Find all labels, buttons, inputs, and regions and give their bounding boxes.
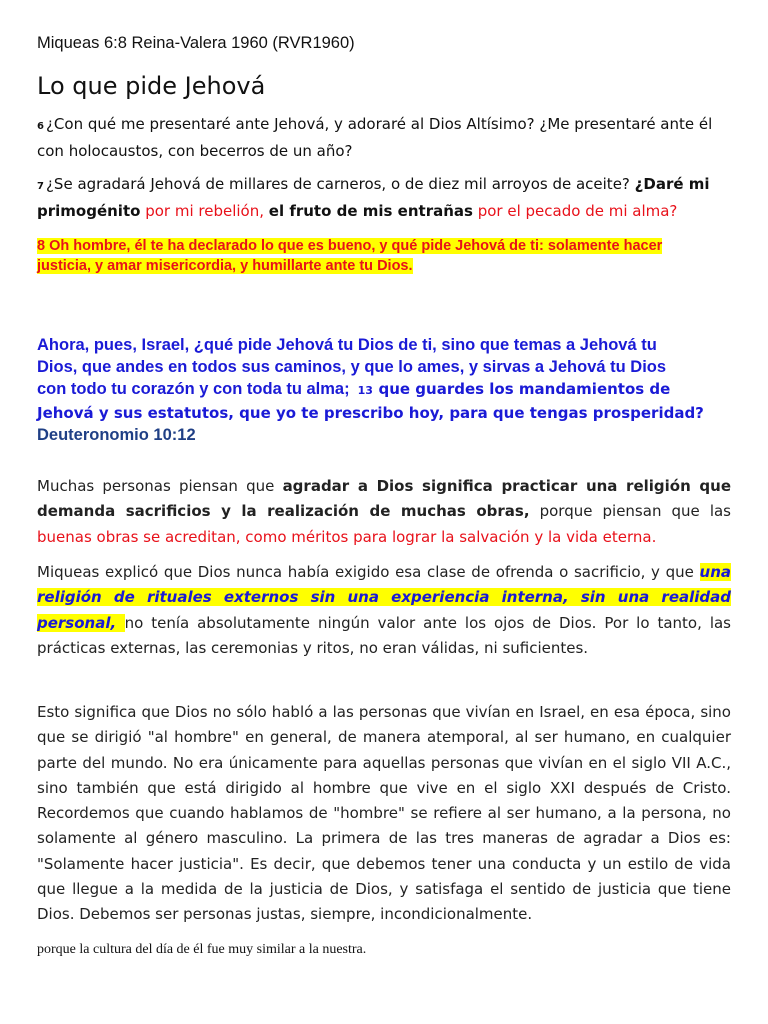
paragraph-bold-text: agradar a Dios significa practicar una religión que demanda sacrificios y la realización de muchas obras, xyxy=(37,477,732,521)
quote-reference: Deuteronomio 10:12 xyxy=(37,426,196,444)
highlight-line: justicia, y amar misericordia, y humillarte ante tu Dios. xyxy=(37,258,413,274)
quote-line: Dios, que andes en todos sus caminos, y que lo ames, y sirvas a Jehová tu Dios xyxy=(37,358,667,376)
verse-bold-text: el fruto de mis entrañas xyxy=(268,202,473,220)
verse-red-text: por el pecado de mi alma? xyxy=(477,202,678,220)
verse-bold-text: ¿Daré mi primogénito xyxy=(37,175,710,220)
quote-line: Jehová y sus estatutos, que yo te prescribo hoy, para que tengas prosperidad? xyxy=(37,404,704,422)
verse-text: ¿Con qué me presentaré ante Jehová, y adoraré al Dios Altísimo? ¿Me presentaré ante él con holocaustos, con becerros de un año? xyxy=(37,115,713,160)
highlight-line: 8 Oh hombre, él te ha declarado lo que es bueno, y qué pide Jehová de ti: solamente hacer xyxy=(37,238,663,254)
paragraph-red-text: buenas obras se acreditan, como méritos para lograr la salvación y la vida eterna. xyxy=(37,527,657,546)
verse-6 xyxy=(37,112,731,164)
paragraph-text: no tenía absolutamente ningún valor ante los ojos de Dios. Por lo tanto, las prácticas externas, las ceremonias y ritos, no eran válidas, ni suficientes. xyxy=(37,613,731,657)
verse-number: 7 xyxy=(37,181,44,192)
verse-8-highlighted xyxy=(37,236,731,276)
verse-text: ¿Se agradará Jehová de millares de carneros, o de diez mil arroyos de aceite? xyxy=(45,175,630,193)
paragraph-highlight-text: una religión de rituales externos sin una experiencia interna, sin una realidad personal, xyxy=(37,563,731,632)
quote-line: Ahora, pues, Israel, ¿qué pide Jehová tu Dios de ti, sino que temas a Jehová tu xyxy=(37,336,657,354)
paragraph-2 xyxy=(37,560,731,661)
section-heading: Lo que pide Jehová xyxy=(37,72,266,100)
verse-number: 6 xyxy=(37,121,44,132)
verse-number: 13 xyxy=(357,384,373,397)
paragraph-text: Muchas personas piensan que xyxy=(37,477,283,495)
closing-line: porque la cultura del día de él fue muy similar a la nuestra. xyxy=(37,942,367,957)
passage-reference: Miqueas 6:8 Reina-Valera 1960 (RVR1960) xyxy=(37,34,355,52)
verse-red-text: por mi rebelión, xyxy=(145,202,264,220)
paragraph-text: Miqueas explicó que Dios nunca había exigido esa clase de ofrenda o sacrificio, y que xyxy=(37,563,700,581)
paragraph-text: porque piensan que las xyxy=(529,502,731,521)
verse-7 xyxy=(37,172,731,224)
deuteronomy-quote xyxy=(37,334,731,446)
quote-line: que guardes los mandamientos de xyxy=(378,380,671,398)
quote-line: con todo tu corazón y con toda tu alma; xyxy=(37,380,350,398)
paragraph-3: Esto significa que Dios no sólo habló a las personas que vivían en Israel, en esa época, sino que se dirigió "al hombre" en general, de manera atemporal, al ser humano, en cualquier parte del mundo. No era únicamente para aquellas personas que vivían en el siglo VII A.C., sino también que está dirigido al hombre que vive en el siglo XXI después de Cristo. Recordemos que cuando hablamos de "hombre" se refiere al ser humano, a la persona, no solamente al género masculino. La primera de las tres maneras de agradar a Dios es: "Solamente hacer justicia". Es decir, que debemos tener una conducta y un estilo de vida que llegue a la medida de la justicia de Dios, y satisfaga el sentido de justicia que tiene Dios. Debemos ser personas justas, siempre, incondicionalmente. xyxy=(37,703,731,924)
paragraph-1 xyxy=(37,474,731,550)
